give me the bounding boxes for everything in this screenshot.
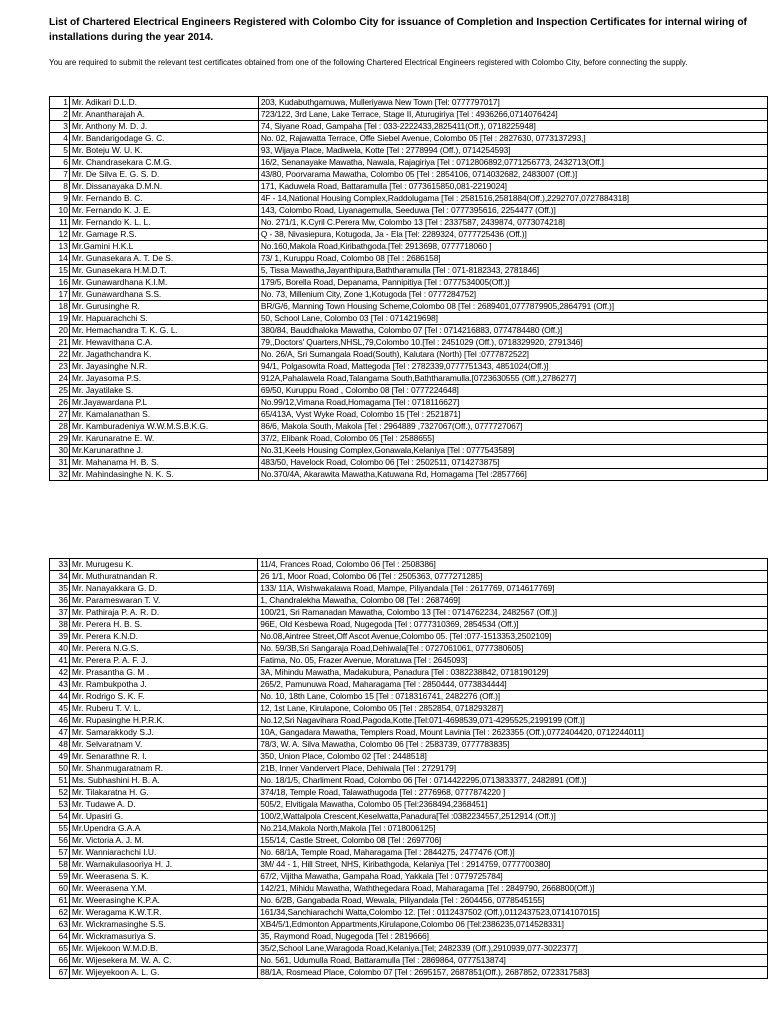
- engineer-name: Mr. Tilakaratna H. G.: [69, 787, 257, 799]
- table-row: [50, 301, 768, 313]
- engineer-address: 155/14, Castle Street, Colombo 08 [Tel : 2697706]: [258, 835, 768, 847]
- engineer-name: Mr. Perera N.G.S.: [69, 643, 257, 655]
- row-number: 28: [50, 421, 70, 433]
- row-number: 29: [50, 433, 70, 445]
- row-number: 37: [50, 607, 70, 619]
- engineer-address: No. 6/2B, Gangabada Road, Wewala, Piliyandala [Tel : 2604456, 0778545155]: [258, 895, 768, 907]
- document-title: List of Chartered Electrical Engineers Registered with Colombo City for issuance of Completion and Inspection Certificates for internal wiring of installations during the year 2014.: [49, 17, 747, 43]
- table-row: [50, 787, 768, 799]
- table-row: [50, 679, 768, 691]
- engineer-name: Mr. Rupasinghe H.P.R.K.: [69, 715, 257, 727]
- table-row: [50, 907, 768, 919]
- table-row: [50, 631, 768, 643]
- engineer-name: Mr. Hewavithana C.A.: [69, 337, 258, 349]
- engineer-name: Mr. Wijeyekoon A. L. G.: [69, 967, 257, 979]
- table-row: [50, 823, 768, 835]
- engineer-name: Mr. Gunawardhana K.I.M.: [69, 277, 258, 289]
- engineer-address: 350, Union Place, Colombo 02 [Tel : 2448518]: [258, 751, 768, 763]
- table-row: [50, 421, 768, 433]
- table-row: [50, 775, 768, 787]
- table-row: [50, 835, 768, 847]
- row-number: 36: [50, 595, 70, 607]
- table-row: [50, 871, 768, 883]
- engineer-name: Mr.Gamini H.K.L: [69, 241, 258, 253]
- table-row: [50, 457, 768, 469]
- row-number: 54: [50, 811, 70, 823]
- engineer-name: Mr. Mahindasinghe N. K. S.: [69, 469, 258, 481]
- row-number: 55: [50, 823, 70, 835]
- table-row: [50, 919, 768, 931]
- engineer-address: 161/34,Sanchiarachchi Watta,Colombo 12. [Tel : 0112437502 (Off.),0112437523,0714107015]: [258, 907, 768, 919]
- engineers-table-2: [49, 558, 768, 979]
- engineer-address: No. 73, Millenium City, Zone 1,Kotugoda [Tel : 0777284752]: [258, 289, 767, 301]
- engineer-address: 65/413A, Vyst Wyke Road, Colombo 15 [Tel : 2521871]: [258, 409, 767, 421]
- engineer-address: 93, Wijaya Place, Madiwela, Kotte [Tel : 2778994 (Off.), 0714254593]: [258, 145, 767, 157]
- table-row: [50, 943, 768, 955]
- engineer-name: Mr. Fernando K. J. E.: [69, 205, 258, 217]
- row-number: 32: [50, 469, 70, 481]
- row-number: 44: [50, 691, 70, 703]
- engineer-address: 171, Kaduwela Road, Battaramulla [Tel : 0773615850,081-2219024]: [258, 181, 767, 193]
- table-row: [50, 361, 768, 373]
- engineer-address: XB4/5/1,Edmonton Appartments,Kirulapone,Colombo 06 [Tel:2386235,0714528331]: [258, 919, 768, 931]
- engineer-address: 16/2, Senanayake Mawatha, Nawala, Rajagiriya [Tel : 0712806892,0771256773, 2432713(Off.]: [258, 157, 767, 169]
- engineer-name: Mr. Wickramasuriya S.: [69, 931, 257, 943]
- table-row: [50, 799, 768, 811]
- engineer-name: Mr. Weerasena Y.M.: [69, 883, 257, 895]
- row-number: 45: [50, 703, 70, 715]
- table-row: [50, 217, 768, 229]
- row-number: 16: [50, 277, 70, 289]
- row-number: 67: [50, 967, 70, 979]
- table-row: [50, 397, 768, 409]
- row-number: 19: [50, 313, 70, 325]
- engineer-address: 10A, Gangadara Mawatha, Templers Road, Mount Lavinia [Tel : 2623355 (Off.),0772404420, 0712244011]: [258, 727, 768, 739]
- engineer-address: 88/1A, Rosmead Place, Colombo 07 [Tel : 2695157, 2687851(Off.), 2687852, 0723317583]: [258, 967, 768, 979]
- engineer-address: 203, Kudabuthgamuwa, Mulleriyawa New Town [Tel: 0777797017]: [258, 97, 767, 109]
- engineer-name: Mr. Senarathne R. I.: [69, 751, 257, 763]
- engineer-name: Mr. Ruberu T. V. L.: [69, 703, 257, 715]
- engineer-name: Mr. Victoria A. J. M.: [69, 835, 257, 847]
- row-number: 9: [50, 193, 70, 205]
- engineer-address: 26 1/1, Moor Road, Colombo 06 [Tel : 2505363, 0777271285]: [258, 571, 768, 583]
- table-row: [50, 811, 768, 823]
- table-row: [50, 895, 768, 907]
- table-row: [50, 607, 768, 619]
- engineer-address: No. 68/1A, Temple Road, Maharagama [Tel : 2844275, 2477476 (Off.)]: [258, 847, 768, 859]
- row-number: 30: [50, 445, 70, 457]
- engineer-address: 35, Raymond Road, Nugegoda [Tel : 2819666]: [258, 931, 768, 943]
- engineer-address: 73/ 1, Kuruppu Road, Colombo 08 [Tel : 2686158]: [258, 253, 767, 265]
- engineer-address: 5, Tissa Mawatha,Jayanthipura,Baththaramulla [Tel : 071-8182343, 2781846]: [258, 265, 767, 277]
- engineer-address: No.160,Makola Road,Kiribathgoda.[Tel: 2913698, 0777718060 ]: [258, 241, 767, 253]
- engineer-name: Mr. Rodrigo S. K. F.: [69, 691, 257, 703]
- engineer-name: Mr. Samarakkody S.J.: [69, 727, 257, 739]
- engineer-address: 50, School Lane, Colombo 03 [Tel : 0714219698]: [258, 313, 767, 325]
- engineer-name: Mr. Gamage R.S.: [69, 229, 258, 241]
- engineer-name: Mr. Upasiri G.: [69, 811, 257, 823]
- engineer-address: 69/50, Kuruppu Road , Colombo 08 [Tel : 0777224648]: [258, 385, 767, 397]
- engineer-name: Mr. Nanayakkara G. D.: [69, 583, 257, 595]
- row-number: 18: [50, 301, 70, 313]
- row-number: 1: [50, 97, 70, 109]
- table-row: [50, 373, 768, 385]
- row-number: 13: [50, 241, 70, 253]
- engineer-address: No.99/12,Vimana Road,Homagama [Tel : 0718116627]: [258, 397, 767, 409]
- engineer-address: No. 02, Rajawatta Terrace, Offe Siebel Avenue, Colombo 05 [Tel : 2827630, 0773137293,]: [258, 133, 767, 145]
- row-number: 21: [50, 337, 70, 349]
- engineer-name: Mr. Anthony M. D. J.: [69, 121, 258, 133]
- intro-paragraph: You are required to submit the relevant test certificates obtained from one of the following Chartered Electrical Engineers registered with Colombo City, before connecting the supply.: [49, 58, 688, 67]
- row-number: 53: [50, 799, 70, 811]
- row-number: 52: [50, 787, 70, 799]
- table-row: [50, 703, 768, 715]
- engineer-name: Mr. Wijesekera M. W. A. C.: [69, 955, 257, 967]
- row-number: 59: [50, 871, 70, 883]
- table-row: [50, 595, 768, 607]
- engineer-name: Mr. Kamalanathan S.: [69, 409, 258, 421]
- row-number: 35: [50, 583, 70, 595]
- row-number: 39: [50, 631, 70, 643]
- row-number: 14: [50, 253, 70, 265]
- engineer-name: Mr. Fernando B. C.: [69, 193, 258, 205]
- engineer-address: 37/2, Elibank Road, Colombo 05 [Tel : 2588655]: [258, 433, 767, 445]
- table-row: [50, 265, 768, 277]
- row-number: 31: [50, 457, 70, 469]
- engineer-name: Mr. Gunasekara H.M.D.T.: [69, 265, 258, 277]
- table-row: [50, 109, 768, 121]
- engineer-address: No.214,Makola North,Makola [Tel : 0718006125]: [258, 823, 768, 835]
- engineer-address: No. 26/A, Sri Sumangala Road(South), Kalutara (North) [Tel :0777872522]: [258, 349, 767, 361]
- engineer-address: 143, Colombo Road, Liyanagemulla, Seeduwa [Tel : 0777395616, 2254477 (Off.)]: [258, 205, 767, 217]
- table-row: [50, 253, 768, 265]
- table-row: [50, 847, 768, 859]
- engineer-address: 483/50, Havelock Road, Colombo 06 [Tel : 2502511, 0714273875]: [258, 457, 767, 469]
- row-number: 20: [50, 325, 70, 337]
- engineer-address: 265/2, Pamunuwa Road, Maharagama [Tel : 2850444, 0773834444]: [258, 679, 768, 691]
- table-row: [50, 241, 768, 253]
- engineer-address: 11/4, Frances Road, Colombo 06 [Tel : 2508386]: [258, 559, 768, 571]
- engineer-name: Mr. Weragama K.W.T.R.: [69, 907, 257, 919]
- row-number: 33: [50, 559, 70, 571]
- row-number: 17: [50, 289, 70, 301]
- row-number: 41: [50, 655, 70, 667]
- row-number: 64: [50, 931, 70, 943]
- table-row: [50, 229, 768, 241]
- table-row: [50, 193, 768, 205]
- engineer-name: Mr. Wickramasinghe S.S.: [69, 919, 257, 931]
- engineer-address: No.12,Sri Nagavihara Road,Pagoda,Kotte.[Tel:071-4698539,071-4295525,2199199 (Off.)]: [258, 715, 768, 727]
- engineer-name: Mr. Chandrasekara C.M.G.: [69, 157, 258, 169]
- engineers-table-1: [49, 96, 768, 481]
- row-number: 51: [50, 775, 70, 787]
- engineer-address: 1, Chandralekha Mawatha, Colombo 08 [Tel : 2687469]: [258, 595, 768, 607]
- engineer-address: 100/21, Sri Ramanadan Mawatha, Colombo 13 [Tel : 0714762234, 2482567 (Off.)]: [258, 607, 768, 619]
- engineer-name: Mr. Hapuarachchi S.: [69, 313, 258, 325]
- table-row: [50, 145, 768, 157]
- row-number: 49: [50, 751, 70, 763]
- engineer-name: Mr.Jayawardana P.L: [69, 397, 258, 409]
- engineer-address: 3A, Mihindu Mawatha, Madakubura, Panadura [Tel : 0382238842, 0718190129]: [258, 667, 768, 679]
- row-number: 25: [50, 385, 70, 397]
- row-number: 50: [50, 763, 70, 775]
- table-row: [50, 883, 768, 895]
- engineer-name: Mr. Parameswaran T. V.: [69, 595, 257, 607]
- table-row: [50, 277, 768, 289]
- row-number: 10: [50, 205, 70, 217]
- engineer-address: 505/2, Elvitigala Mawatha, Colombo 05 [Tel:2368494,2368451]: [258, 799, 768, 811]
- row-number: 61: [50, 895, 70, 907]
- engineer-name: Mr. Muthuratnandan R.: [69, 571, 257, 583]
- row-number: 40: [50, 643, 70, 655]
- engineer-name: Mr. Jayasoma P.S.: [69, 373, 258, 385]
- row-number: 48: [50, 739, 70, 751]
- table-row: [50, 955, 768, 967]
- engineer-address: 100/2,Wattalpola Crescent,Keselwatta,Panadura[Tel :0382234557,2512914 (Off.)]: [258, 811, 768, 823]
- table-row: [50, 859, 768, 871]
- engineer-name: Mr. Tudawe A. D.: [69, 799, 257, 811]
- engineer-address: 74, Siyane Road, Gampaha [Tel : 033-2222433,2825411(Off.), 0718225948]: [258, 121, 767, 133]
- row-number: 26: [50, 397, 70, 409]
- engineer-name: Mr.Karunarathne J.: [69, 445, 258, 457]
- table-row: [50, 715, 768, 727]
- engineer-address: 3M/ 44 - 1, Hill Street, NHS, Kiribathgoda, Kelaniya [Tel : 2914759, 0777700380]: [258, 859, 768, 871]
- table-row: [50, 445, 768, 457]
- engineer-name: Mr. Fernando K. L. L.: [69, 217, 258, 229]
- row-number: 43: [50, 679, 70, 691]
- table-row: [50, 643, 768, 655]
- engineer-name: Mr. Karunaratne E. W.: [69, 433, 258, 445]
- engineer-name: Mr. Jagathchandra K.: [69, 349, 258, 361]
- table-row: [50, 931, 768, 943]
- table-row: [50, 205, 768, 217]
- table-row: [50, 181, 768, 193]
- engineer-name: Mr. Perera K.N.D.: [69, 631, 257, 643]
- table-row: [50, 325, 768, 337]
- row-number: 7: [50, 169, 70, 181]
- table-row: [50, 727, 768, 739]
- engineer-name: Mr. Weerasinghe K.P.A.: [69, 895, 257, 907]
- engineer-address: 4F - 14,National Housing Complex,Raddolugama [Tel : 2581516,2581884(Off.),2292707,0727884318]: [258, 193, 767, 205]
- table-row: [50, 313, 768, 325]
- row-number: 60: [50, 883, 70, 895]
- table-row: [50, 571, 768, 583]
- table-row: [50, 619, 768, 631]
- table-row: [50, 763, 768, 775]
- engineer-name: Ms. Subhashini H. B. A.: [69, 775, 257, 787]
- engineer-name: Mr. De Silva E. G. S. D.: [69, 169, 258, 181]
- engineer-name: Mr. Warnakulasooriya H. J.: [69, 859, 257, 871]
- row-number: 57: [50, 847, 70, 859]
- table-row: [50, 121, 768, 133]
- table-row: [50, 409, 768, 421]
- engineer-name: Mr. Pathiraja P. A. R. D.: [69, 607, 257, 619]
- engineer-name: Mr. Bandarigodage G. C.: [69, 133, 258, 145]
- row-number: 4: [50, 133, 70, 145]
- engineer-name: Mr. Shanmugaratnam R.: [69, 763, 257, 775]
- engineer-address: No. 59/3B,Sri Sangaraja Road,Dehiwala[Tel : 0727061061, 0777380605]: [258, 643, 768, 655]
- engineer-address: 79,,Doctors' Quarters,NHSL,79,Colombo 10.[Tel : 2451029 (Off.), 0718329920, 2791346]: [258, 337, 767, 349]
- table-row: [50, 97, 768, 109]
- table-row: [50, 691, 768, 703]
- engineer-name: Mr. Prasantha G. M .: [69, 667, 257, 679]
- table-row: [50, 433, 768, 445]
- row-number: 42: [50, 667, 70, 679]
- engineer-name: Mr. Boteju W. U. K.: [69, 145, 258, 157]
- table-row: [50, 667, 768, 679]
- engineer-address: No. 18/1/5, Charliment Road, Colombo 06 [Tel : 0714422295,0713833377, 2482891 (Off.)]: [258, 775, 768, 787]
- engineer-name: Mr. Dissanayaka D.M.N.: [69, 181, 258, 193]
- table-row: [50, 583, 768, 595]
- engineer-address: BR/G/6, Manning Town Housing Scheme,Colombo 08 [Tel : 2689401,0777879905,2864791 (Off.)]: [258, 301, 767, 313]
- engineer-name: Mr.Upendra G.A.A: [69, 823, 257, 835]
- engineer-address: 67/2, Vijitha Mawatha, Gampaha Road, Yakkala [Tel : 0779725784]: [258, 871, 768, 883]
- engineer-address: Fatima, No. 05, Frazer Avenue, Moratuwa [Tel : 2645093]: [258, 655, 768, 667]
- table-row: [50, 967, 768, 979]
- engineer-address: No.370/4A, Akarawita Mawatha,Katuwana Rd, Homagama [Tel :2857766]: [258, 469, 767, 481]
- engineer-name: Mr. Jayatilake S.: [69, 385, 258, 397]
- engineer-address: No. 10, 18th Lane, Colombo 15 [Tel : 0718316741, 2482276 (Off.)]: [258, 691, 768, 703]
- engineer-name: Mr. Weerasena S. K.: [69, 871, 257, 883]
- engineer-address: 43/80, Poorvarama Mawatha, Colombo 05 [Tel : 2854106, 0714032682, 2483007 (Off.)]: [258, 169, 767, 181]
- engineer-address: 912A,Pahalawela Road,Talangama South,Baththaramulla.[0723630555 (Off.),2786277]: [258, 373, 767, 385]
- table-row: [50, 385, 768, 397]
- engineer-address: 78/3, W. A. Silva Mawatha, Colombo 06 [Tel : 2583739, 0777783835]: [258, 739, 768, 751]
- engineer-address: 12, 1st Lane, Kirulapone, Colombo 05 [Tel : 2852854, 0718293287]: [258, 703, 768, 715]
- engineer-address: 374/18, Temple Road, Talawathugoda [Tel : 2776968, 0777874220 ]: [258, 787, 768, 799]
- engineer-name: Mr. Jayasinghe N.R.: [69, 361, 258, 373]
- engineer-address: No.31,Keels Housing Complex,Gonawala,Kelaniya [Tel : 0777543589]: [258, 445, 767, 457]
- row-number: 62: [50, 907, 70, 919]
- row-number: 5: [50, 145, 70, 157]
- table-row: [50, 469, 768, 481]
- engineer-name: Mr. Gunawardhana S.S.: [69, 289, 258, 301]
- row-number: 3: [50, 121, 70, 133]
- engineer-address: 723/122, 3rd Lane, Lake Terrace, Stage II, Aturugiriya [Tel : 4936266,0714076424]: [258, 109, 767, 121]
- row-number: 46: [50, 715, 70, 727]
- row-number: 11: [50, 217, 70, 229]
- row-number: 6: [50, 157, 70, 169]
- row-number: 65: [50, 943, 70, 955]
- engineer-address: Q - 38, Nivasiepura, Kotugoda, Ja - Ela [Tel: 2289324, 0777725436 (Off.)]: [258, 229, 767, 241]
- engineer-name: Mr. Wijekoon W.M.D.B.: [69, 943, 257, 955]
- engineer-name: Mr. Mahanama H. B. S.: [69, 457, 258, 469]
- engineer-name: Mr. Gurusinghe R.: [69, 301, 258, 313]
- row-number: 23: [50, 361, 70, 373]
- table-row: [50, 559, 768, 571]
- row-number: 56: [50, 835, 70, 847]
- engineer-name: Mr. Perera P. A. F. J.: [69, 655, 257, 667]
- row-number: 15: [50, 265, 70, 277]
- engineer-address: 94/1, Polgasowita Road, Mattegoda [Tel : 2782339,0777751343, 4851024(Off.)]: [258, 361, 767, 373]
- row-number: 27: [50, 409, 70, 421]
- engineer-name: Mr. Hemachandra T. K. G. L.: [69, 325, 258, 337]
- row-number: 66: [50, 955, 70, 967]
- engineer-name: Mr. Rambukpotha J.: [69, 679, 257, 691]
- engineer-name: Mr. Wanniarachchi I.U.: [69, 847, 257, 859]
- engineer-name: Mr. Murugesu K.: [69, 559, 257, 571]
- table-row: [50, 349, 768, 361]
- engineer-address: No. 271/1, K.Cyril C.Perera Mw, Colombo 13 [Tel : 2337587, 2439874, 0773074218]: [258, 217, 767, 229]
- engineer-address: 35/2,School Lane,Waragoda Road,Kelaniya.[Tel; 2482339 (Off.),2910939,077-3022377]: [258, 943, 768, 955]
- table-row: [50, 169, 768, 181]
- table-row: [50, 157, 768, 169]
- engineer-address: 133/ 11A, Wishwakalawa Road, Mampe, Piliyandala [Tel : 2617769, 0714617769]: [258, 583, 768, 595]
- engineer-name: Mr. Selvaratnam V.: [69, 739, 257, 751]
- row-number: 2: [50, 109, 70, 121]
- engineer-address: 86/6, Makola South, Makola [Tel : 2964889 ,7327067(Off.), 0777727067]: [258, 421, 767, 433]
- engineer-address: 179/5, Borella Road, Depanama, Pannipitiya [Tel : 0777534005(Off.)]: [258, 277, 767, 289]
- engineer-address: 96E, Old Kesbewa Road, Nugegoda [Tel : 0777310369, 2854534 (Off.)]: [258, 619, 768, 631]
- table-row: [50, 655, 768, 667]
- engineer-address: 380/84, Bauddhaloka Mawatha, Colombo 07 [Tel : 0714216883, 0774784480 (Off.)]: [258, 325, 767, 337]
- engineer-address: No. 561, Udumulla Road, Battaramulla [Tel : 2869864, 0777513874]: [258, 955, 768, 967]
- engineer-name: Mr. Gunasekara A. T. De S.: [69, 253, 258, 265]
- engineer-address: 21B, Inner Vandervert Place, Dehiwala [Tel : 2729179]: [258, 763, 768, 775]
- table-row: [50, 133, 768, 145]
- engineer-address: 142/21, Mihidu Mawatha, Waththegedara Road, Maharagama [Tel : 2849790, 2668800(Off.)]: [258, 883, 768, 895]
- table-row: [50, 289, 768, 301]
- row-number: 34: [50, 571, 70, 583]
- engineer-name: Mr. Anantharajah A.: [69, 109, 258, 121]
- row-number: 22: [50, 349, 70, 361]
- engineer-name: Mr. Perera H. B. S.: [69, 619, 257, 631]
- row-number: 47: [50, 727, 70, 739]
- row-number: 38: [50, 619, 70, 631]
- row-number: 12: [50, 229, 70, 241]
- row-number: 63: [50, 919, 70, 931]
- row-number: 58: [50, 859, 70, 871]
- engineer-address: No.08,Aintree Street,Off Ascot Avenue,Colombo 05. [Tel :077-1513353,2502109]: [258, 631, 768, 643]
- engineer-name: Mr. Kamburadeniya W.W.M.S.B.K.G.: [69, 421, 258, 433]
- table-row: [50, 337, 768, 349]
- engineer-name: Mr. Adikari D.L.D.: [69, 97, 258, 109]
- table-row: [50, 751, 768, 763]
- row-number: 24: [50, 373, 70, 385]
- table-row: [50, 739, 768, 751]
- row-number: 8: [50, 181, 70, 193]
